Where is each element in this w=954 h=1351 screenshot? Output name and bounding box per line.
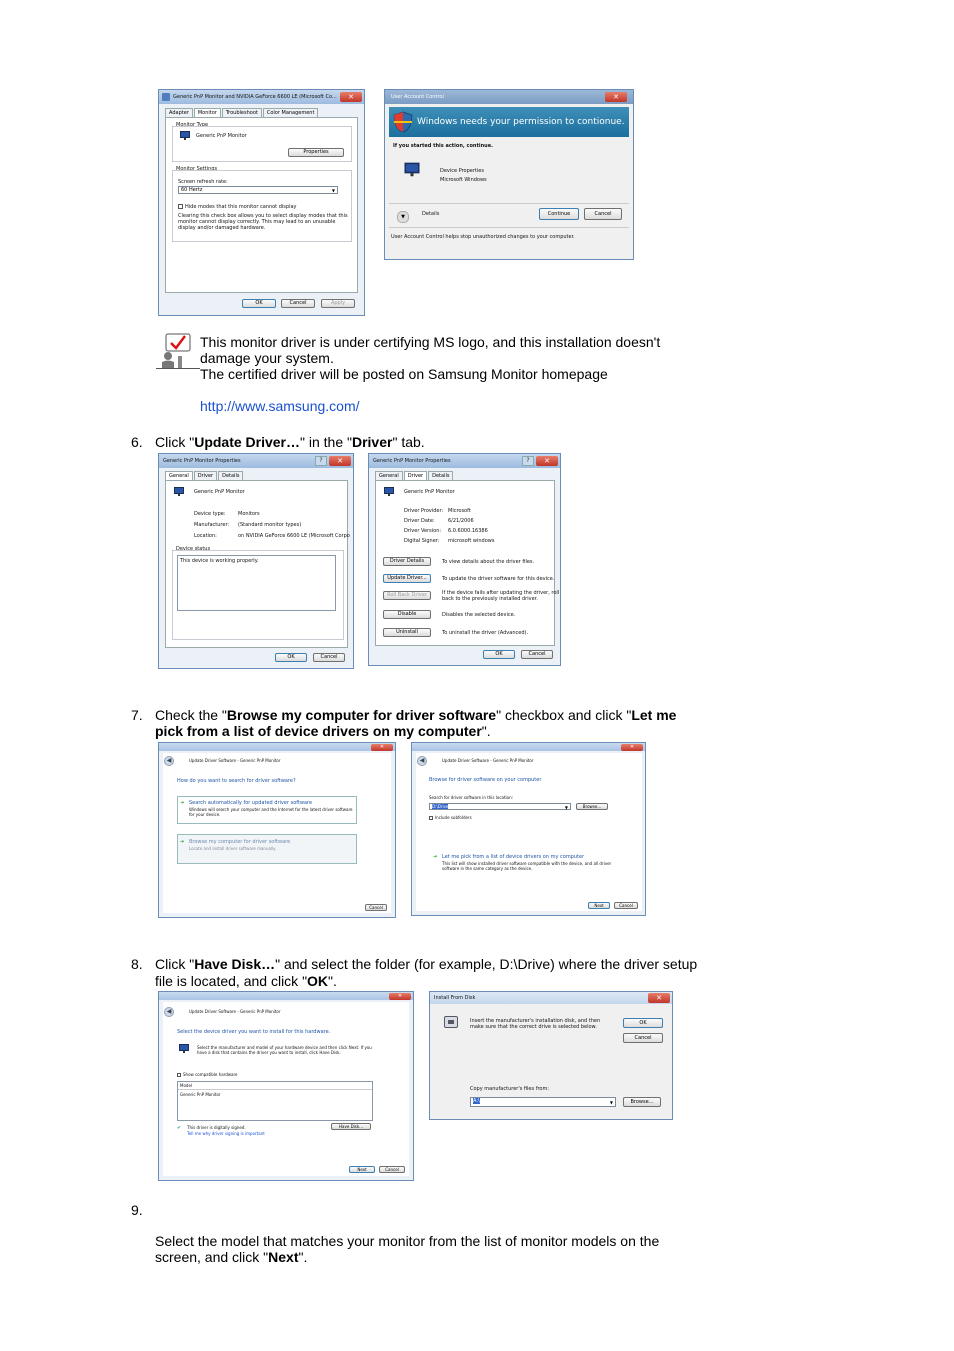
tab-general[interactable]: General — [375, 471, 403, 480]
search-dialog-title: Update Driver Software - Generic PnP Monitor — [189, 758, 281, 763]
ok-button[interactable]: OK — [483, 650, 515, 659]
cancel-button[interactable]: Cancel — [614, 902, 638, 909]
uac-footer-text: User Account Control helps stop unauthorized changes to your computer. — [391, 234, 575, 240]
roll-back-driver-button[interactable]: Roll Back Driver — [383, 591, 431, 600]
model-list-item[interactable]: Generic PnP Monitor — [180, 1092, 221, 1097]
show-compatible-label: Show compatible hardware — [183, 1072, 238, 1077]
step-7-number: 7. — [131, 707, 143, 723]
search-dialog-content — [163, 753, 391, 913]
close-button[interactable]: ✕ — [648, 993, 670, 1003]
step-7-pick-list: pick from a list of device drivers on my computer — [155, 723, 482, 739]
device-status-text: This device is working properly. — [180, 558, 259, 564]
general-tab-panel — [165, 480, 348, 648]
close-button[interactable]: ✕ — [371, 744, 393, 751]
close-button[interactable]: ✕ — [605, 92, 627, 102]
driver-provider-label: Driver Provider: — [404, 508, 444, 514]
general-title: Generic PnP Monitor Properties — [163, 458, 241, 464]
uac-titlebar — [385, 90, 633, 104]
cancel-button[interactable]: Cancel — [584, 208, 622, 220]
select-desc-2: have a disk that contains the driver you want to install, click Have Disk. — [197, 1050, 341, 1055]
device-type-label: Device type: — [194, 511, 226, 517]
monitor-icon — [174, 487, 184, 496]
signed-driver-text: This driver is digitally signed. — [187, 1125, 246, 1130]
let-me-pick-link[interactable]: Let me pick from a list of device drivers on my computer — [442, 854, 585, 860]
tab-monitor[interactable]: Monitor — [194, 108, 221, 117]
properties-button[interactable]: Properties — [288, 148, 344, 157]
let-me-pick-desc-1: This list will show installed driver software compatible with the device, and all driver — [442, 861, 612, 866]
copy-from-value: A:\ — [473, 1098, 480, 1104]
install-title: Install From Disk — [434, 995, 476, 1001]
general-titlebar — [159, 454, 353, 468]
tab-troubleshoot[interactable]: Troubleshoot — [222, 108, 262, 117]
search-automatically-desc-2: for your device. — [189, 812, 221, 817]
step-9-next: Next — [268, 1249, 299, 1265]
step-6-number: 6. — [131, 434, 143, 450]
disable-button[interactable]: Disable — [383, 610, 431, 619]
browse-computer-desc: Locate and install driver software manually. — [189, 846, 277, 851]
include-subfolders-label: Include subfolders — [435, 815, 472, 820]
next-button[interactable]: Next — [349, 1166, 375, 1173]
monitor-name: Generic PnP Monitor — [196, 133, 247, 139]
select-device-driver-dialog — [158, 991, 414, 1181]
step-6-text-c: " tab. — [392, 434, 425, 450]
green-arrow-icon: ➜ — [433, 854, 438, 860]
computer-icon — [405, 163, 420, 177]
cancel-button[interactable]: Cancel — [365, 904, 387, 911]
driver-date-label: Driver Date: — [404, 518, 435, 524]
step-6-text-b: " in the " — [300, 434, 352, 450]
step-8-text-b: " and select the folder (for example, D:\Drive) where the driver setup — [275, 956, 698, 972]
step-6-update-driver: Update Driver… — [194, 434, 301, 450]
monitor-icon — [180, 131, 190, 140]
uac-divider — [389, 203, 629, 204]
browse-button[interactable]: Browse... — [623, 1097, 661, 1107]
tab-driver[interactable]: Driver — [404, 471, 427, 480]
device-status-label: Device status — [176, 546, 211, 552]
step-9-text-line-2 — [155, 1249, 307, 1265]
checkmark-note-icon — [156, 332, 200, 370]
digital-signer-label: Digital Signer: — [404, 538, 440, 544]
uninstall-desc: To uninstall the driver (Advanced). — [442, 630, 529, 636]
hide-modes-desc-1: Clearing this check box allows you to select display modes that this — [178, 213, 348, 219]
step-7-text-a: Check the " — [155, 707, 227, 723]
ok-button[interactable]: OK — [242, 299, 276, 308]
close-button[interactable]: ✕ — [340, 92, 362, 102]
ok-button[interactable]: OK — [623, 1018, 663, 1028]
search-automatically-label: Search automatically for updated driver software — [189, 800, 313, 806]
select-heading: Select the device driver you want to install for this hardware. — [177, 1029, 331, 1035]
monitor-settings-label: Monitor Settings — [176, 166, 218, 172]
green-arrow-icon: ➜ — [180, 839, 185, 845]
manufacturer-label: Manufacturer: — [194, 522, 230, 528]
step-8-number: 8. — [131, 956, 143, 972]
step-8-text-d: ". — [328, 973, 337, 989]
uac-started-text: If you started this action, continue. — [393, 143, 494, 149]
cancel-button[interactable]: Cancel — [281, 299, 315, 308]
select-dialog-titlebar — [159, 992, 413, 1000]
shield-icon — [393, 111, 413, 133]
let-me-pick-desc-2: software in the same category as the device. — [442, 866, 533, 871]
driver-properties-dialog — [368, 453, 561, 666]
uac-dialog — [384, 89, 634, 260]
close-button[interactable]: ✕ — [536, 456, 558, 466]
back-arrow-icon[interactable]: ◀ — [417, 756, 427, 766]
tab-details[interactable]: Details — [428, 471, 453, 480]
uac-banner-text: Windows needs your permission to contionue. — [417, 117, 625, 127]
hide-modes-desc-2: monitor cannot display correctly. This may lead to an unusable — [178, 219, 336, 225]
tab-general[interactable]: General — [165, 471, 193, 480]
uac-footer-divider — [389, 227, 629, 228]
driver-version-value: 6.0.6000.16386 — [448, 528, 488, 534]
search-location-label: Search for driver software in this location: — [429, 795, 513, 800]
search-heading: How do you want to search for driver software? — [177, 778, 296, 784]
step-7-text-line-1 — [155, 707, 676, 723]
location-label: Location: — [194, 533, 217, 539]
note-line-3: The certified driver will be posted on Samsung Monitor homepage — [200, 366, 608, 382]
copy-from-input[interactable] — [470, 1097, 616, 1107]
step-7-text-line-2 — [155, 723, 491, 739]
install-msg-2: make sure that the correct drive is selected below. — [470, 1024, 597, 1030]
step-9-number: 9. — [131, 1202, 143, 1218]
driver-details-desc: To view details about the driver files. — [442, 559, 535, 565]
monitor-type-label: Monitor Type — [176, 122, 209, 128]
back-arrow-icon[interactable]: ◀ — [164, 1007, 174, 1017]
apply-button[interactable]: Apply — [321, 299, 355, 308]
uac-item-publisher: Microsoft Windows — [440, 177, 487, 183]
install-titlebar — [430, 992, 672, 1004]
general-properties-dialog — [158, 453, 354, 669]
step-9-text-a: screen, and click " — [155, 1249, 269, 1265]
tab-details[interactable]: Details — [218, 471, 243, 480]
search-automatically-desc-1: Windows will search your computer and the Internet for the latest driver software — [189, 807, 353, 812]
close-button[interactable]: ✕ — [389, 993, 411, 1000]
note-line-1: This monitor driver is under certifying MS logo, and this installation doesn't — [200, 334, 661, 350]
model-header-divider — [178, 1089, 372, 1090]
signed-driver-icon: ✔ — [177, 1125, 182, 1131]
hide-modes-label: Hide modes that this monitor cannot display — [185, 204, 297, 210]
close-button[interactable]: ✕ — [329, 456, 351, 466]
step-7-browse: Browse my computer for driver software — [226, 707, 497, 723]
driver-date-value: 6/21/2006 — [448, 518, 474, 524]
green-arrow-icon: ➜ — [180, 800, 185, 806]
hide-modes-desc-3: display and/or damaged hardware. — [178, 225, 266, 231]
monitor-tab-panel — [165, 117, 358, 293]
step-7-let-me: Let me — [631, 707, 677, 723]
digital-signer-value: microsoft windows — [448, 538, 495, 544]
install-msg-1: Insert the manufacturer's installation disk, and then — [470, 1018, 601, 1024]
install-content — [434, 1006, 668, 1115]
driver-tab-panel — [375, 480, 560, 646]
note-line-2: damage your system. — [200, 350, 334, 366]
show-compatible-checkbox[interactable] — [177, 1073, 181, 1077]
driver-titlebar — [369, 454, 560, 468]
include-subfolders-checkbox[interactable] — [429, 816, 433, 820]
step-8-text-c: file is located, and click " — [155, 973, 308, 989]
browse-computer-label: Browse my computer for driver software — [189, 839, 291, 845]
step-7-text-b: " checkbox and click " — [496, 707, 632, 723]
update-driver-search-dialog — [158, 742, 396, 918]
tab-color-management[interactable]: Color Management — [263, 108, 319, 117]
driver-signing-link[interactable]: Tell me why driver signing is important — [187, 1131, 265, 1136]
cancel-button[interactable]: Cancel — [313, 653, 345, 662]
tab-driver[interactable]: Driver — [194, 471, 217, 480]
step-8-ok: OK — [307, 973, 329, 989]
disable-desc: Disables the selected device. — [442, 612, 516, 618]
cancel-button[interactable]: Cancel — [521, 650, 553, 659]
hide-modes-checkbox[interactable] — [178, 204, 183, 209]
refresh-rate-value: 60 Hertz — [181, 187, 203, 193]
model-list-header: Model — [180, 1083, 193, 1088]
update-driver-desc: To update the driver software for this device. — [442, 576, 555, 582]
step-7-text-c: ". — [481, 723, 491, 739]
update-driver-button[interactable]: Update Driver... — [383, 574, 431, 583]
chevron-down-icon[interactable]: ▼ — [397, 211, 409, 223]
close-button[interactable]: ✕ — [621, 744, 643, 751]
driver-title: Generic PnP Monitor Properties — [373, 458, 451, 464]
select-desc-1: Select the manufacturer and model of your hardware device and then click Next. If you — [197, 1045, 372, 1050]
display-icon — [162, 93, 170, 101]
browse-dialog-titlebar — [412, 743, 645, 751]
roll-back-desc-2: back to the previously installed driver. — [442, 596, 538, 602]
step-8-text-a: Click " — [155, 956, 195, 972]
copy-from-label: Copy manufacturer's files from: — [470, 1086, 550, 1092]
chevron-down-icon: ▼ — [609, 1100, 613, 1105]
step-8-have-disk: Have Disk… — [194, 956, 276, 972]
driver-details-button[interactable]: Driver Details — [383, 557, 431, 566]
select-dialog-title: Update Driver Software - Generic PnP Monitor — [189, 1009, 281, 1014]
chevron-down-icon: ▼ — [331, 188, 335, 193]
device-name: Generic PnP Monitor — [194, 489, 245, 495]
location-value: on NVIDIA GeForce 6600 LE (Microsoft Corpo — [238, 533, 350, 539]
browse-button[interactable]: Browse... — [576, 803, 608, 810]
device-type-value: Monitors — [238, 511, 260, 517]
browse-dialog-title: Update Driver Software - Generic PnP Monitor — [442, 758, 534, 763]
device-status-box — [177, 555, 336, 611]
monitor-icon — [384, 487, 394, 496]
step-6-text — [155, 434, 425, 450]
help-button[interactable]: ? — [315, 456, 327, 466]
refresh-rate-label: Screen refresh rate: — [178, 179, 228, 185]
uac-item-name: Device Properties — [440, 168, 484, 174]
driver-path-value: D:\Drive — [432, 804, 449, 809]
have-disk-button[interactable]: Have Disk... — [331, 1123, 371, 1130]
monitor-properties-dialog — [158, 89, 365, 316]
monitor-properties-titlebar — [159, 90, 364, 104]
cancel-button[interactable]: Cancel — [623, 1033, 663, 1043]
install-from-disk-dialog — [429, 991, 673, 1120]
monitor-properties-title: Generic PnP Monitor and NVIDIA GeForce 6600 LE (Microsoft Co... — [173, 94, 337, 100]
chevron-down-icon: ▼ — [564, 805, 568, 810]
step-8-text-line-2 — [155, 973, 337, 989]
disk-drive-icon — [444, 1016, 458, 1028]
uninstall-button[interactable]: Uninstall — [383, 628, 431, 637]
browse-heading: Browse for driver software on your computer — [429, 777, 542, 783]
next-button[interactable]: Next — [588, 902, 610, 909]
tab-adapter[interactable]: Adapter — [165, 108, 193, 117]
refresh-rate-select[interactable] — [178, 186, 338, 194]
manufacturer-value: (Standard monitor types) — [238, 522, 302, 528]
ok-button[interactable]: OK — [275, 653, 307, 662]
roll-back-desc-1: If the device fails after updating the driver, roll — [442, 590, 560, 596]
step-9-text-line-1: Select the model that matches your monitor from the list of monitor models on the — [155, 1233, 660, 1249]
driver-version-label: Driver Version: — [404, 528, 442, 534]
step-9-text-b: ". — [298, 1249, 308, 1265]
driver-path-input[interactable] — [429, 803, 571, 810]
update-driver-browse-dialog — [411, 742, 646, 916]
select-dialog-content — [163, 1002, 409, 1176]
step-8-text-line-1 — [155, 956, 697, 972]
step-6-driver-tab: Driver — [351, 434, 393, 450]
details-toggle[interactable]: Details — [422, 211, 440, 217]
back-arrow-icon[interactable]: ◀ — [164, 756, 174, 766]
step-6-text-a: Click " — [155, 434, 195, 450]
uac-title: User Account Control — [391, 94, 444, 100]
driver-device-name: Generic PnP Monitor — [404, 489, 455, 495]
search-dialog-titlebar — [159, 743, 395, 751]
browse-dialog-content — [416, 753, 642, 911]
driver-provider-value: Microsoft — [448, 508, 471, 514]
help-button[interactable]: ? — [522, 456, 534, 466]
monitor-icon — [179, 1044, 189, 1053]
model-list[interactable] — [177, 1081, 373, 1121]
cancel-button[interactable]: Cancel — [379, 1166, 405, 1173]
samsung-link[interactable]: http://www.samsung.com/ — [200, 398, 360, 414]
continue-button[interactable]: Continue — [539, 208, 579, 220]
